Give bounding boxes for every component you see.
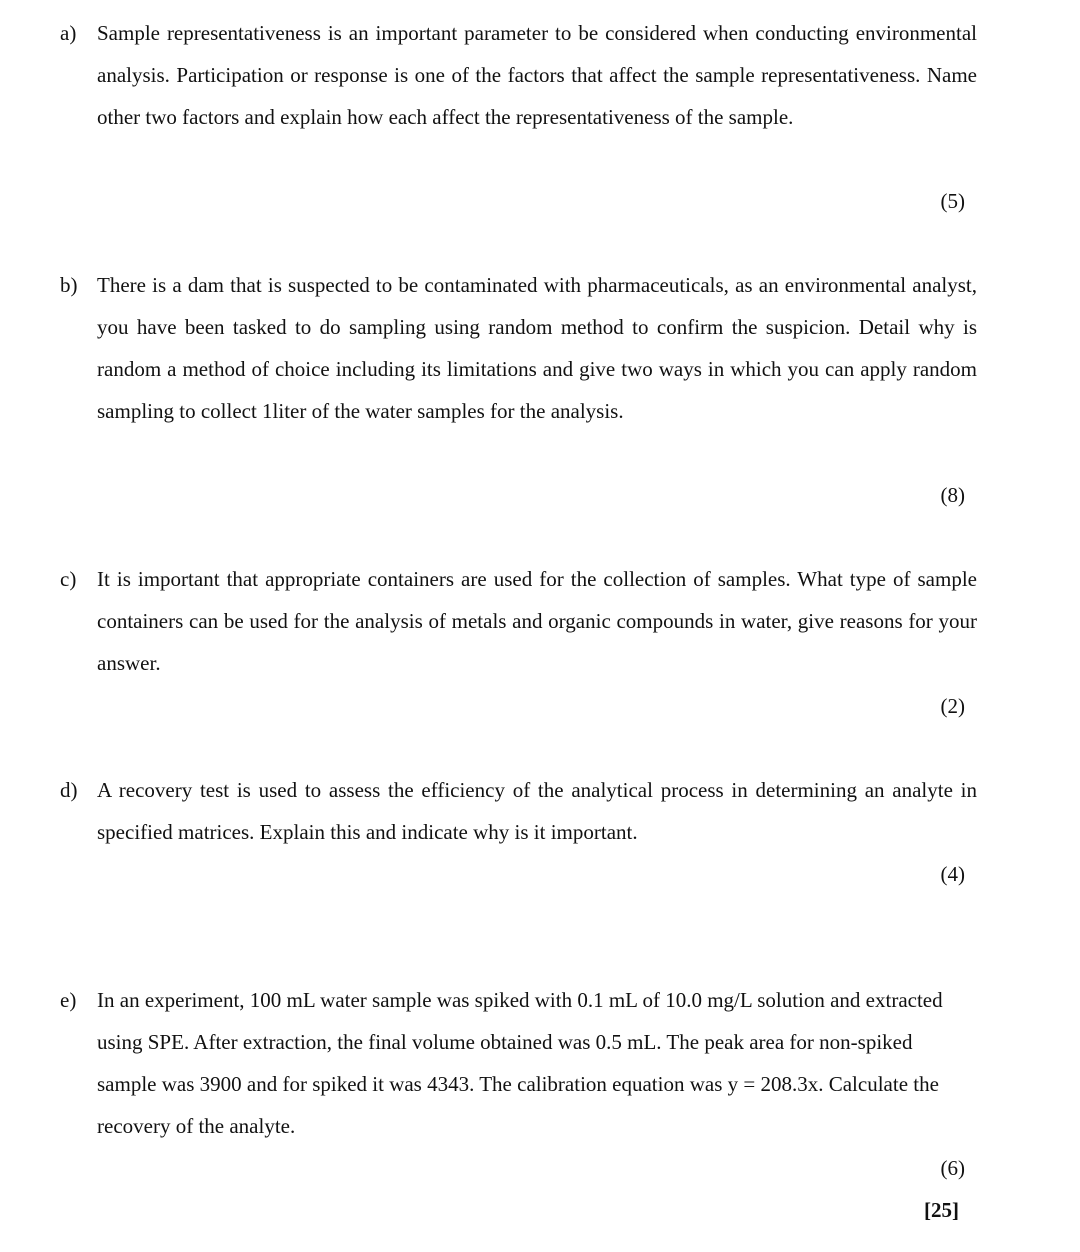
question-c-marks: (2) [940,694,965,718]
question-a-marks: (5) [940,189,965,213]
question-b-text: There is a dam that is suspected to be contaminated with pharmaceuticals, as an environmental analyst, you have been tasked to do sampling using random method to confirm the suspicion. Detail why is random a method of choice including its limitations and give two ways in which you can apply random sampling to collect 1liter of the water samples for the analysis. [97,273,977,423]
question-a-label: a) [60,21,77,45]
question-c-label: c) [60,567,77,591]
question-d-label: d) [60,778,78,802]
question-c-text: It is important that appropriate containers are used for the collection of samples. What type of sample containers can be used for the analysis of metals and organic compounds in water, give reasons for your answer. [97,567,977,675]
question-e-text: In an experiment, 100 mL water sample was spiked with 0.1 mL of 10.0 mg/L solution and extracted using SPE. After extraction, the final volume obtained was 0.5 mL. The peak area for non-spiked sample was 3900 and for spiked it was 4343. The calibration equation was y = 208.3x. Calculate the recovery of the analyte. [97,988,943,1138]
question-e-label: e) [60,988,77,1012]
question-d-text: A recovery test is used to assess the efficiency of the analytical process in determining an analyte in specified matrices. Explain this and indicate why is it important. [97,778,977,844]
question-b-marks: (8) [940,483,965,507]
question-a-text: Sample representativeness is an important parameter to be considered when conducting environmental analysis. Participation or response is one of the factors that affect the sample representativeness. Name other two factors and explain how each affect the representativeness of the sample. [97,21,977,129]
question-d-marks: (4) [940,862,965,886]
total-marks: [25] [924,1198,959,1222]
question-b-label: b) [60,273,78,297]
question-e-marks: (6) [940,1156,965,1180]
